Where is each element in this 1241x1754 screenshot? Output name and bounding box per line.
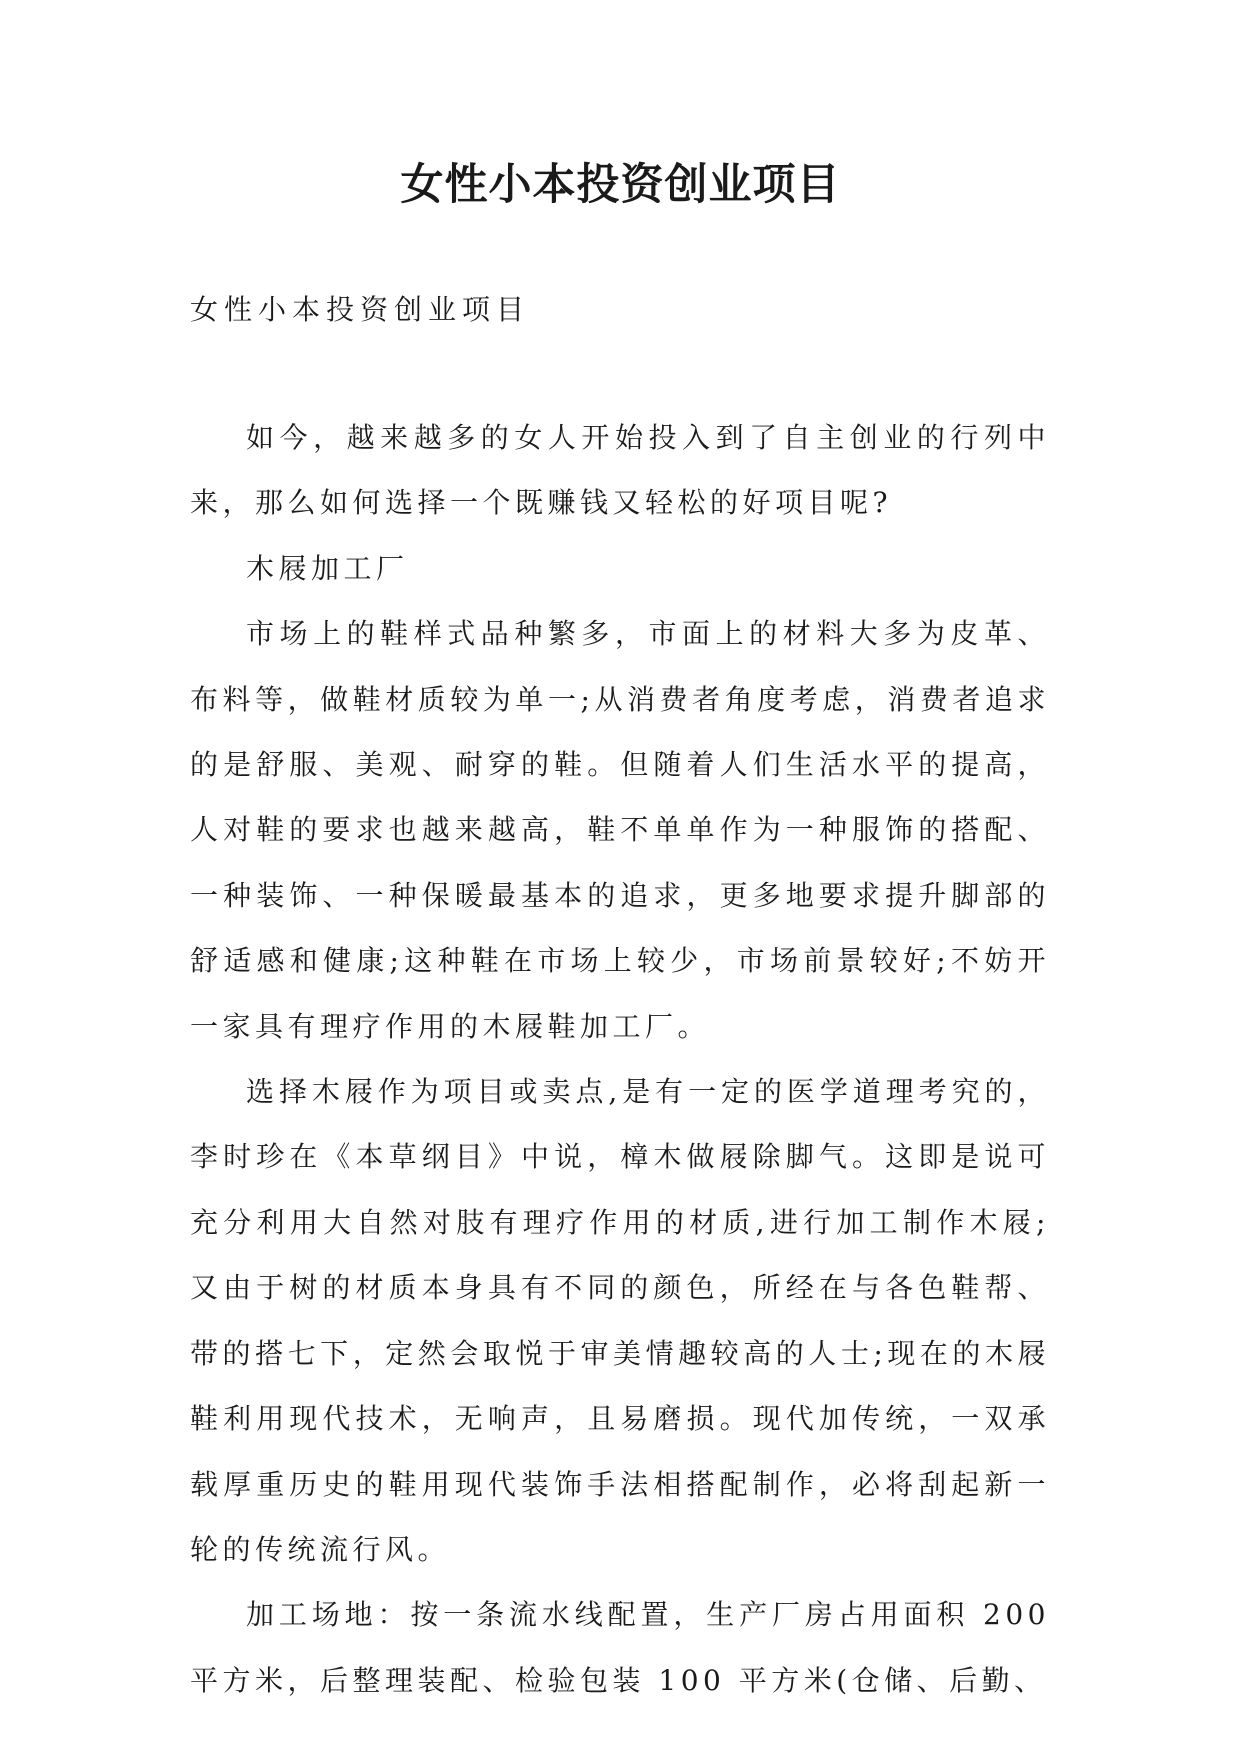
document-subtitle: 女性小本投资创业项目	[190, 293, 531, 326]
paragraph-site: 加工场地：按一条流水线配置，生产厂房占用面积 200 平方米，后整理装配、检验包装 100 平方米(仓储、后勤、	[190, 1598, 1050, 1697]
document-body	[190, 405, 1050, 1713]
page-title: 女性小本投资创业项目	[400, 160, 841, 210]
paragraph-heading-clog-factory: 木屐加工厂	[246, 551, 409, 585]
paragraph-reason: 选择木屐作为项目或卖点,是有一定的医学道理考究的，李时珍在《本草纲目》中说，樟木做屐除脚气。这即是说可充分利用大自然对肢有理疗作用的材质,进行加工制作木屐;又由于树的材质本身具有不同的颜色，所经在与各色鞋帮、带的搭七下，定然会取悦于审美情趣较高的人士;现在的木屐鞋利用现代技术，无响声，且易磨损。现代加传统，一双承载厚重历史的鞋用现代装饰手法相搭配制作，必将刮起新一轮的传统流行风。	[190, 1075, 1050, 1566]
paragraph-market: 市场上的鞋样式品种繁多，市面上的材料大多为皮革、布料等，做鞋材质较为单一;从消费者角度考虑，消费者追求的是舒服、美观、耐穿的鞋。但随着人们生活水平的提高，人对鞋的要求也越来越高，鞋不单单作为一种服饰的搭配、一种装饰、一种保暖最基本的追求，更多地要求提升脚部的舒适感和健康;这种鞋在市场上较少，市场前景较好;不妨开一家具有理疗作用的木屐鞋加工厂。	[190, 617, 1050, 1043]
paragraph-intro: 如今，越来越多的女人开始投入到了自主创业的行列中来，那么如何选择一个既赚钱又轻松的好项目呢?	[190, 421, 1050, 520]
